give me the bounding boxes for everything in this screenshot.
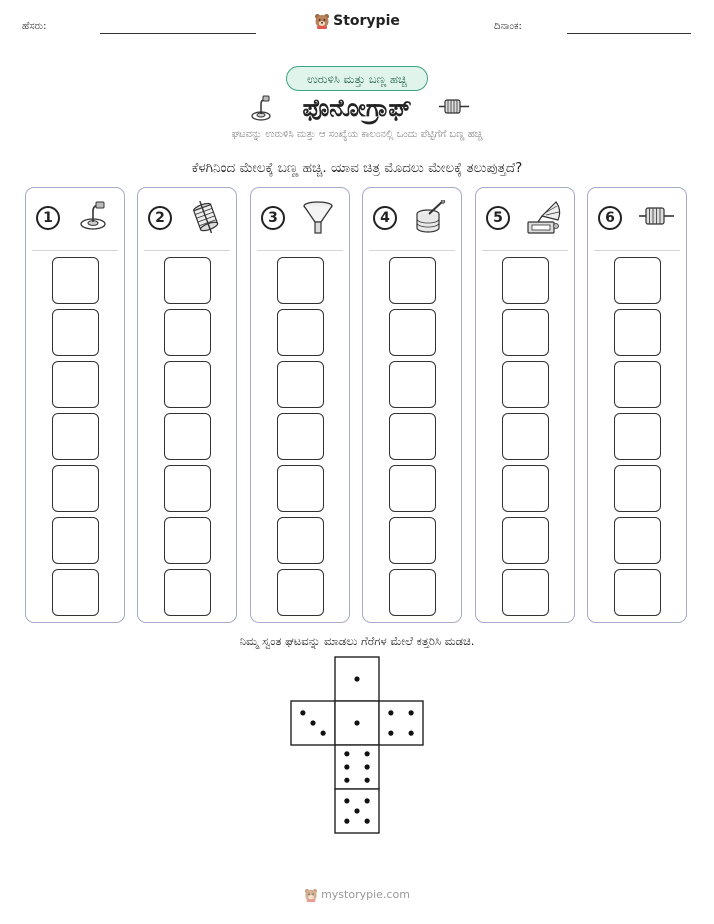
column-number: 5 — [486, 206, 510, 230]
color-box[interactable] — [502, 413, 549, 460]
dice-pip — [409, 731, 414, 736]
column-4 — [362, 187, 462, 623]
column-divider — [257, 250, 343, 251]
dice-face — [379, 701, 423, 745]
color-box[interactable] — [277, 569, 324, 616]
dice-face — [291, 701, 335, 745]
color-box[interactable] — [52, 517, 99, 564]
footer-url: mystorypie.com — [321, 888, 410, 901]
dice-pip — [365, 751, 370, 756]
dice-instruction: ನಿಮ್ಮ ಸ್ವಂತ ಘಟವನ್ನು ಮಾಡಲು ಗೆರೆಗಳ ಮೇಲೆ ಕತ್ತರಿಸಿ ಮಡಚಿ. — [239, 634, 475, 648]
color-box[interactable] — [164, 517, 211, 564]
color-box[interactable] — [52, 413, 99, 460]
brand-logo — [0, 13, 714, 29]
color-box[interactable] — [164, 309, 211, 356]
brand-name: Storypie — [333, 13, 400, 29]
title-row — [0, 92, 714, 126]
column-divider — [369, 250, 455, 251]
color-box[interactable] — [614, 517, 661, 564]
color-box[interactable] — [614, 309, 661, 356]
color-box[interactable] — [389, 517, 436, 564]
color-box[interactable] — [52, 309, 99, 356]
color-box[interactable] — [164, 465, 211, 512]
color-box[interactable] — [277, 465, 324, 512]
spool-icon — [188, 200, 226, 236]
dice-pip — [365, 798, 370, 803]
name-line[interactable] — [100, 33, 256, 34]
color-box[interactable] — [389, 465, 436, 512]
color-box[interactable] — [502, 309, 549, 356]
dice-face — [335, 701, 379, 745]
column-divider — [32, 250, 118, 251]
color-box[interactable] — [614, 569, 661, 616]
color-box[interactable] — [52, 569, 99, 616]
column-number: 4 — [373, 206, 397, 230]
color-box[interactable] — [389, 257, 436, 304]
dice-pip — [344, 751, 349, 756]
color-box[interactable] — [277, 257, 324, 304]
cylinder-roller-icon — [638, 200, 676, 236]
color-box[interactable] — [389, 361, 436, 408]
column-number: 2 — [148, 206, 172, 230]
color-box[interactable] — [164, 569, 211, 616]
dice-pip — [409, 710, 414, 715]
dice-face — [335, 745, 379, 789]
color-box[interactable] — [502, 465, 549, 512]
bear-mascot-icon — [314, 13, 330, 29]
dice-pip — [344, 764, 349, 769]
color-box[interactable] — [614, 361, 661, 408]
color-box[interactable] — [52, 465, 99, 512]
date-line[interactable] — [567, 33, 691, 34]
column-number: 6 — [598, 206, 622, 230]
dice-face — [335, 789, 379, 833]
column-1 — [25, 187, 125, 623]
color-box[interactable] — [52, 257, 99, 304]
dice-pip — [365, 778, 370, 783]
color-box[interactable] — [277, 517, 324, 564]
dice-pip — [354, 676, 359, 681]
dice-pip — [300, 710, 305, 715]
dice-pip — [365, 819, 370, 824]
color-box[interactable] — [164, 361, 211, 408]
bear-mascot-icon — [304, 888, 318, 902]
dice-face — [335, 657, 379, 701]
activity-badge: ಉರುಳಿಸಿ ಮತ್ತು ಬಣ್ಣ ಹಚ್ಚಿ — [286, 66, 428, 91]
color-box[interactable] — [614, 413, 661, 460]
color-box[interactable] — [389, 569, 436, 616]
column-3 — [250, 187, 350, 623]
date-label: ದಿನಾಂಕ: — [494, 21, 522, 32]
dice-pip — [354, 720, 359, 725]
color-box[interactable] — [502, 361, 549, 408]
dice-pip — [344, 819, 349, 824]
gramophone-icon — [526, 200, 564, 236]
dice-pip — [310, 720, 315, 725]
color-box[interactable] — [277, 361, 324, 408]
color-box[interactable] — [52, 361, 99, 408]
dice-pip — [388, 731, 393, 736]
color-box[interactable] — [277, 309, 324, 356]
funnel-icon — [301, 200, 339, 236]
column-6 — [587, 187, 687, 623]
color-box[interactable] — [164, 413, 211, 460]
color-box[interactable] — [164, 257, 211, 304]
color-box[interactable] — [389, 309, 436, 356]
instructions-subtitle: ಘಟವನ್ನು ಉರುಳಿಸಿ ಮತ್ತು ಆ ಸಂಖ್ಯೆಯ ಕಾಲಂನಲ್ಲಿ ಒಂದು ಪೆಟ್ಟಿಗೆಗೆ ಬಣ್ಣ ಹಚ್ಚಿ — [231, 129, 483, 140]
dice-pip — [354, 808, 359, 813]
column-divider — [594, 250, 680, 251]
color-box[interactable] — [502, 569, 549, 616]
dice-pip — [365, 764, 370, 769]
color-box[interactable] — [277, 413, 324, 460]
dice-pip — [388, 710, 393, 715]
name-label: ಹೆಸರು: — [22, 21, 47, 32]
column-divider — [144, 250, 230, 251]
dice-pip — [321, 731, 326, 736]
color-box[interactable] — [614, 257, 661, 304]
tonearm-icon — [76, 200, 114, 236]
column-divider — [482, 250, 568, 251]
question-text: ಕೆಳಗಿನಿಂದ ಮೇಲಕ್ಕೆ ಬಣ್ಣ ಹಚ್ಚಿ. ಯಾವ ಚಿತ್ರ ಮೊದಲು ಮೇಲಕ್ಕೆ ತಲುಪುತ್ತದೆ? — [191, 160, 523, 176]
color-box[interactable] — [614, 465, 661, 512]
footer — [0, 888, 714, 902]
column-number: 3 — [261, 206, 285, 230]
column-5 — [475, 187, 575, 623]
dice-pip — [344, 778, 349, 783]
wax-cylinder-icon — [413, 200, 451, 236]
dice-pip — [344, 798, 349, 803]
color-box[interactable] — [502, 257, 549, 304]
color-box[interactable] — [389, 413, 436, 460]
color-box[interactable] — [502, 517, 549, 564]
cylinder-roller-icon — [438, 96, 470, 118]
column-2 — [137, 187, 237, 623]
column-number: 1 — [36, 206, 60, 230]
page-title: ಫೊನೋಗ್ರಾಫ್ — [302, 94, 412, 122]
